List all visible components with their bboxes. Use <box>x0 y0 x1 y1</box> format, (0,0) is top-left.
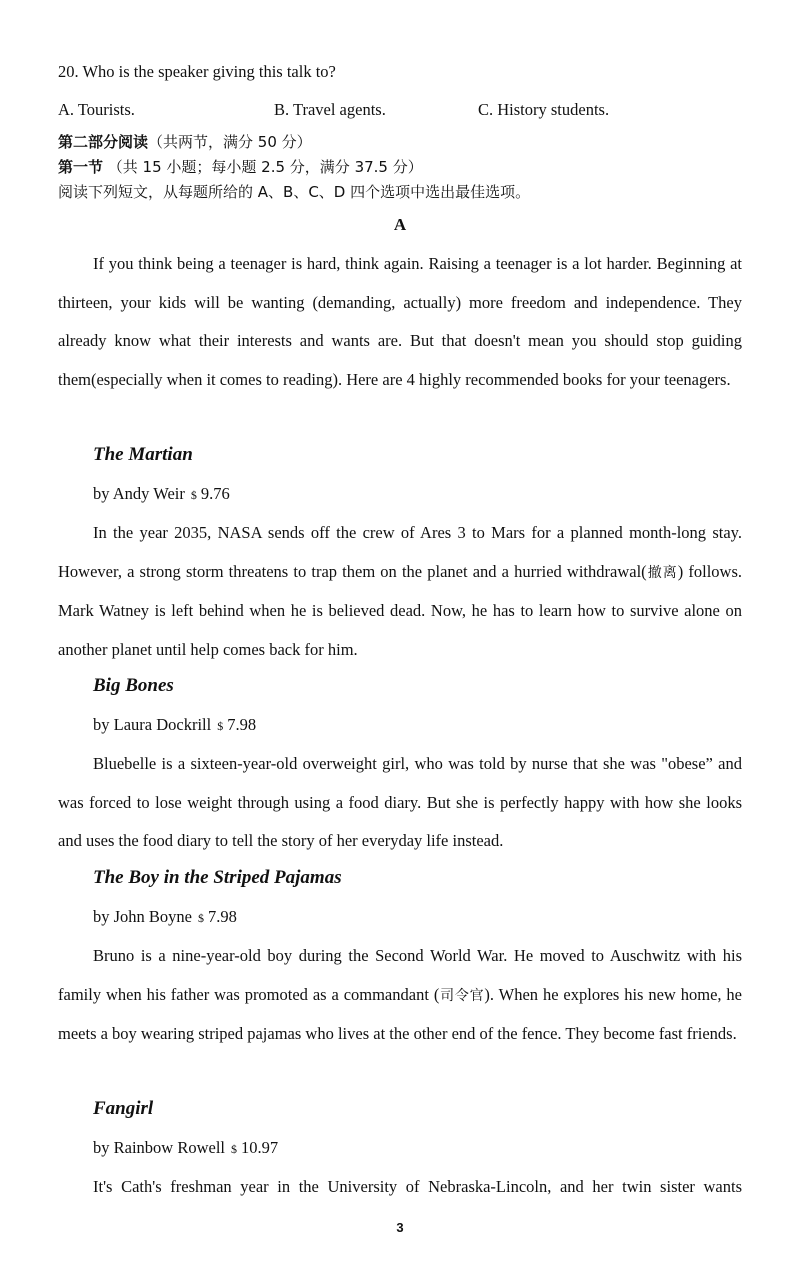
price-value: 7.98 <box>227 715 257 734</box>
book-author: by Rainbow Rowell <box>93 1138 225 1157</box>
question-20-stem: 20. Who is the speaker giving this talk to? <box>58 62 336 81</box>
book-author: by John Boyne <box>93 907 192 926</box>
subsection-heading <box>58 157 423 177</box>
book-description: Bluebelle is a sixteen-year-old overweight girl, who was told by nurse that she was "obese” and was forced to lose weight through using a food diary. But she is perfectly happy with how she looks and uses the food diary to tell the story of her everyday life instead. <box>58 754 742 850</box>
book-description <box>58 514 742 669</box>
currency-symbol: $ <box>198 911 204 925</box>
passage-label: A <box>393 215 407 234</box>
subsection-score: （共 15 小题；每小题 2.5 分，满分 37.5 分） <box>103 158 423 176</box>
option-b: B. Travel agents. <box>274 100 386 119</box>
book-price <box>191 484 230 503</box>
instruction: 阅读下列短文，从每题所给的 A、B、C、D 四个选项中选出最佳选项。 <box>58 183 531 201</box>
book-title: Big Bones <box>93 675 174 696</box>
currency-symbol: $ <box>190 488 197 502</box>
option-a: A. Tourists. <box>58 100 135 119</box>
page-number: 3 <box>396 1220 404 1235</box>
price-value: 10.97 <box>241 1138 279 1157</box>
book-byline <box>93 484 230 504</box>
book-price <box>231 1138 278 1157</box>
book-title: Fangirl <box>93 1098 154 1119</box>
desc-text: ) follows. Mark Watney is left behind when he is believed dead. Now, he has to learn how to survive alone on another planet until help comes back for him. <box>58 561 742 659</box>
part-score: （共两节，满分 50 分） <box>148 133 312 151</box>
desc-chinese-gloss: 司令官 <box>439 987 485 1004</box>
book-byline <box>93 907 237 927</box>
desc-text: Bruno is a nine-year-old boy during the Second World War. He moved to Auschwitz with his family when his father was promoted as a commandant ( <box>58 946 742 1004</box>
book-author: by Laura Dockrill <box>93 715 212 734</box>
book-description: It's Cath's freshman year in the University of Nebraska-Lincoln, and her twin sister wants <box>93 1177 742 1196</box>
book-author: by Andy Weir <box>93 484 185 503</box>
book-price <box>217 715 256 734</box>
desc-text: ). When he explores his new home, he meets a boy wearing striped pajamas who lives at the other end of the fence. They become fast friends. <box>58 984 743 1043</box>
part-title: 第二部分阅读 <box>58 133 149 151</box>
price-value: 9.76 <box>200 484 230 503</box>
book-title: The Martian <box>93 444 193 465</box>
book-title: The Boy in the Striped Pajamas <box>93 867 342 888</box>
book-description <box>58 937 742 1054</box>
book-byline <box>93 1138 278 1158</box>
desc-text: In the year 2035, NASA sends off the crew of Ares 3 to Mars for a planned month-long stay. However, a strong storm threatens to trap them on the planet and a hurried withdrawal( <box>58 523 742 581</box>
option-c: C. History students. <box>478 100 610 119</box>
price-value: 7.98 <box>208 907 237 926</box>
book-price <box>198 907 237 926</box>
book-byline <box>93 715 256 735</box>
currency-symbol: $ <box>217 719 224 733</box>
desc-chinese-gloss: 撤离 <box>646 564 678 581</box>
passage-intro: If you think being a teenager is hard, think again. Raising a teenager is a lot harder. Beginning at thirteen, your kids will be wanting (demanding, actually) more freedom and independence. They already know what their interests and wants are. But that doesn't mean you should stop guiding them(especially when it comes to reading). Here are 4 highly recommended books for your teenagers. <box>58 254 742 389</box>
part-heading <box>58 132 312 152</box>
subsection-title: 第一节 <box>58 158 104 176</box>
currency-symbol: $ <box>231 1142 237 1156</box>
